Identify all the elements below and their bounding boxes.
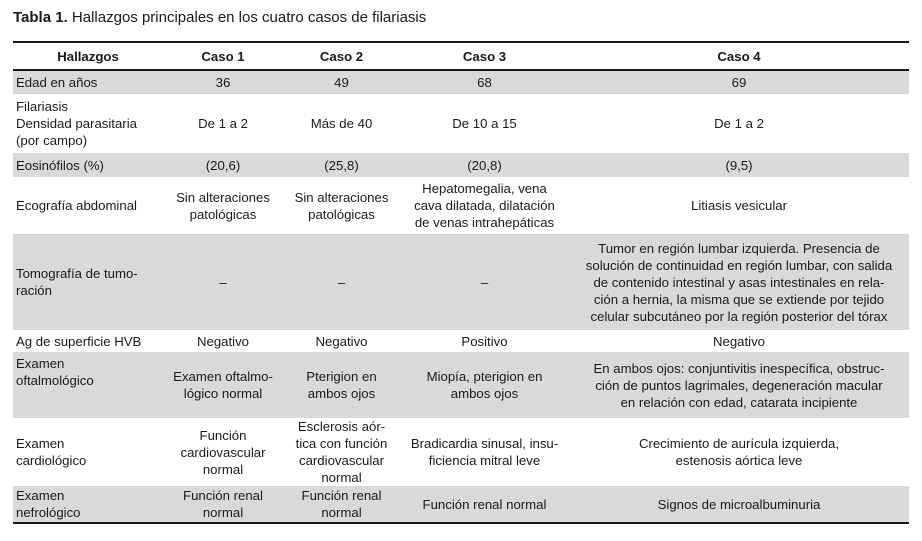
table-cell: Negativo [712, 333, 766, 349]
table-cell: Signos de microalbuminuria [569, 486, 909, 523]
table-cell: – [219, 274, 227, 290]
row-label: Ag de superficie HVB [16, 333, 142, 349]
table-cell: (25,8) [324, 157, 359, 173]
table-cell: 69 [731, 75, 747, 90]
table-cell: Miopía, pterigion en ambos ojos [426, 369, 543, 401]
findings-table-container [13, 41, 909, 524]
header-caso-2: Caso 2 [283, 42, 400, 70]
table-cell: Función renal normal [163, 486, 283, 523]
table-row [13, 486, 909, 523]
table-cell: De 1 a 2 [198, 116, 248, 131]
table-cell: Sin alteraciones patológicas [176, 189, 270, 222]
table-cell: Negativo [315, 333, 368, 349]
table-cell: Positivo [461, 333, 508, 349]
table-row [13, 352, 909, 418]
row-label: Ecografía abdominal [16, 198, 137, 213]
table-row [13, 70, 909, 94]
table-header-row [13, 42, 909, 70]
table-cell: – [480, 274, 489, 290]
table-title: Hallazgos principales en los cuatro casos de filariasis [71, 9, 427, 26]
table-row [13, 177, 909, 234]
table-cell: De 10 a 15 [452, 116, 517, 131]
table-cell: Función renal normal [283, 486, 400, 523]
table-cell: – [337, 274, 346, 290]
table-cell: 68 [477, 75, 492, 90]
table-cell: De 1 a 2 [714, 116, 764, 131]
header-hallazgos: Hallazgos [13, 42, 163, 70]
table-cell: Pterigion en ambos ojos [306, 369, 377, 401]
table-caption [13, 8, 426, 28]
table-cell: Función renal normal [400, 486, 569, 523]
table-cell: Litiasis vesicular [690, 198, 787, 213]
table-number: Tabla 1. [13, 9, 68, 26]
table-cell: Hepatomegalia, vena cava dilatada, dilatación de venas intrahepáticas [414, 181, 555, 230]
row-label: Edad en años [16, 75, 98, 90]
header-caso-1: Caso 1 [163, 42, 283, 70]
table-cell: Sin alteraciones patológicas [294, 189, 389, 222]
table-cell: En ambos ojos: conjuntivitis inespecífica, obstruc- ción de puntos lagrimales, degeneración macular en relación con edad, catarata incipiente [593, 360, 885, 410]
table-row [13, 330, 909, 352]
table-cell: Crecimiento de aurícula izquierda, estenosis aórtica leve [638, 436, 840, 468]
table-row [13, 94, 909, 153]
row-label: Eosinófilos (%) [16, 157, 104, 173]
table-cell: Tumor en región lumbar izquierda. Presencia de solución de continuidad en región lumbar, con salida de contenido intestinal y asas intestinales en rela- ción a hernia, la misma que se extiende por tejido celular subcutáneo por la región posterior del tórax [585, 240, 893, 324]
table-cell: Bradicardia sinusal, insu- ficiencia mitral leve [410, 436, 559, 468]
table-cell: 49 [334, 75, 349, 90]
table-cell: (20,6) [205, 157, 241, 173]
row-label: Examen nefrológico [13, 486, 163, 523]
table-cell: Función cardiovascular normal [180, 427, 266, 477]
table-cell: Examen oftalmo- lógico normal [173, 369, 273, 401]
header-caso-3: Caso 3 [400, 42, 569, 70]
row-label: Filariasis Densidad parasitaria (por campo) [16, 99, 137, 148]
findings-table [13, 41, 909, 524]
table-cell: Negativo [196, 333, 250, 349]
table-cell: (9,5) [725, 157, 753, 173]
table-row [13, 418, 909, 486]
table-cell: (20,8) [467, 157, 502, 173]
table-row [13, 153, 909, 177]
row-label: Examen cardiológico [16, 436, 87, 468]
table-row [13, 234, 909, 330]
table-cell: 36 [215, 75, 231, 90]
row-label: Tomografía de tumo- ración [16, 266, 138, 298]
table-cell: Más de 40 [310, 116, 373, 131]
header-caso-4: Caso 4 [569, 42, 909, 70]
table-cell: Esclerosis aór- tica con función cardiovascular normal [295, 419, 388, 485]
row-label: Examen oftalmológico [16, 356, 94, 388]
